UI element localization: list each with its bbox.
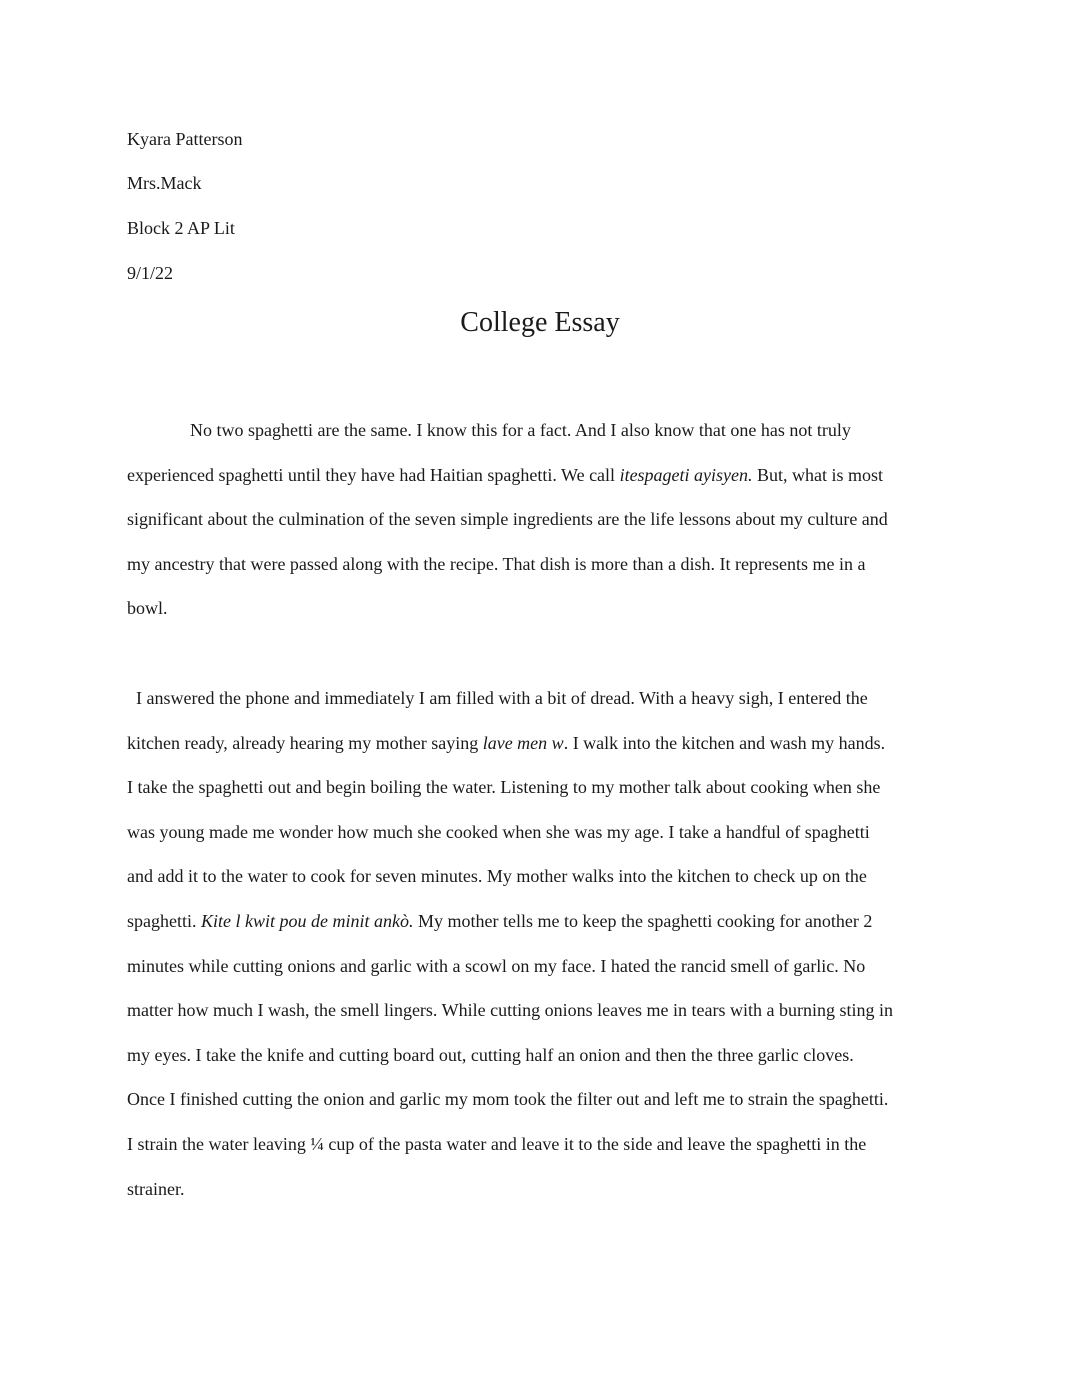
text-run: My mother tells me to keep the spaghetti cooking for another 2 xyxy=(413,910,873,931)
paragraph-line: I answered the phone and immediately I am filled with a bit of dread. With a heavy sigh, I entered the xyxy=(136,688,868,708)
paragraph-line: bowl. xyxy=(127,598,168,619)
paragraph-line: Once I finished cutting the onion and garlic my mom took the filter out and left me to strain the spaghetti. xyxy=(127,1089,889,1110)
text-run: spaghetti. xyxy=(127,910,201,931)
paragraph-line: matter how much I wash, the smell lingers. While cutting onions leaves me in tears with a burning sting in xyxy=(127,1000,894,1021)
text-run: But, what is most xyxy=(752,464,884,485)
paragraph-line: my ancestry that were passed along with the recipe. That dish is more than a dish. It represents me in a xyxy=(127,553,866,574)
paragraph-line: and add it to the water to cook for seven minutes. My mother walks into the kitchen to check up on the xyxy=(127,866,867,887)
paragraph-2 xyxy=(127,676,967,1211)
paragraph-line xyxy=(127,899,967,944)
paragraph-line xyxy=(127,453,967,498)
paragraph-line: No two spaghetti are the same. I know this for a fact. And I also know that one has not truly xyxy=(190,420,851,440)
paragraph-line: significant about the culmination of the seven simple ingredients are the life lessons about my culture and xyxy=(127,509,888,530)
author-name: Kyara Patterson xyxy=(127,129,243,149)
essay-date: 9/1/22 xyxy=(127,263,174,283)
italic-phrase: lave men w xyxy=(482,732,564,753)
text-run: experienced spaghetti until they have had Haitian spaghetti. We call xyxy=(127,464,620,485)
italic-phrase: Kite l kwit pou de minit ankò. xyxy=(201,910,414,931)
paragraph-line: I strain the water leaving ¼ cup of the pasta water and leave it to the side and leave the spaghetti in the xyxy=(127,1133,867,1154)
essay-title: College Essay xyxy=(460,307,620,338)
italic-phrase: itespageti ayisyen. xyxy=(619,464,753,485)
paragraph-line xyxy=(127,721,967,766)
paragraph-1 xyxy=(127,408,967,631)
paragraph-line: minutes while cutting onions and garlic with a scowl on my face. I hated the rancid smell of garlic. No xyxy=(127,955,866,976)
paragraph-line: strainer. xyxy=(127,1178,185,1199)
class-name: Block 2 AP Lit xyxy=(127,218,235,238)
paragraph-line: my eyes. I take the knife and cutting board out, cutting half an onion and then the three garlic cloves. xyxy=(127,1044,854,1065)
text-run: . I walk into the kitchen and wash my hands. xyxy=(563,732,886,753)
teacher-name: Mrs.Mack xyxy=(127,173,202,193)
text-run: kitchen ready, already hearing my mother saying xyxy=(127,732,483,753)
paragraph-line: I take the spaghetti out and begin boiling the water. Listening to my mother talk about cooking when she xyxy=(127,777,881,798)
paragraph-line: was young made me wonder how much she cooked when she was my age. I take a handful of spaghetti xyxy=(127,821,870,842)
